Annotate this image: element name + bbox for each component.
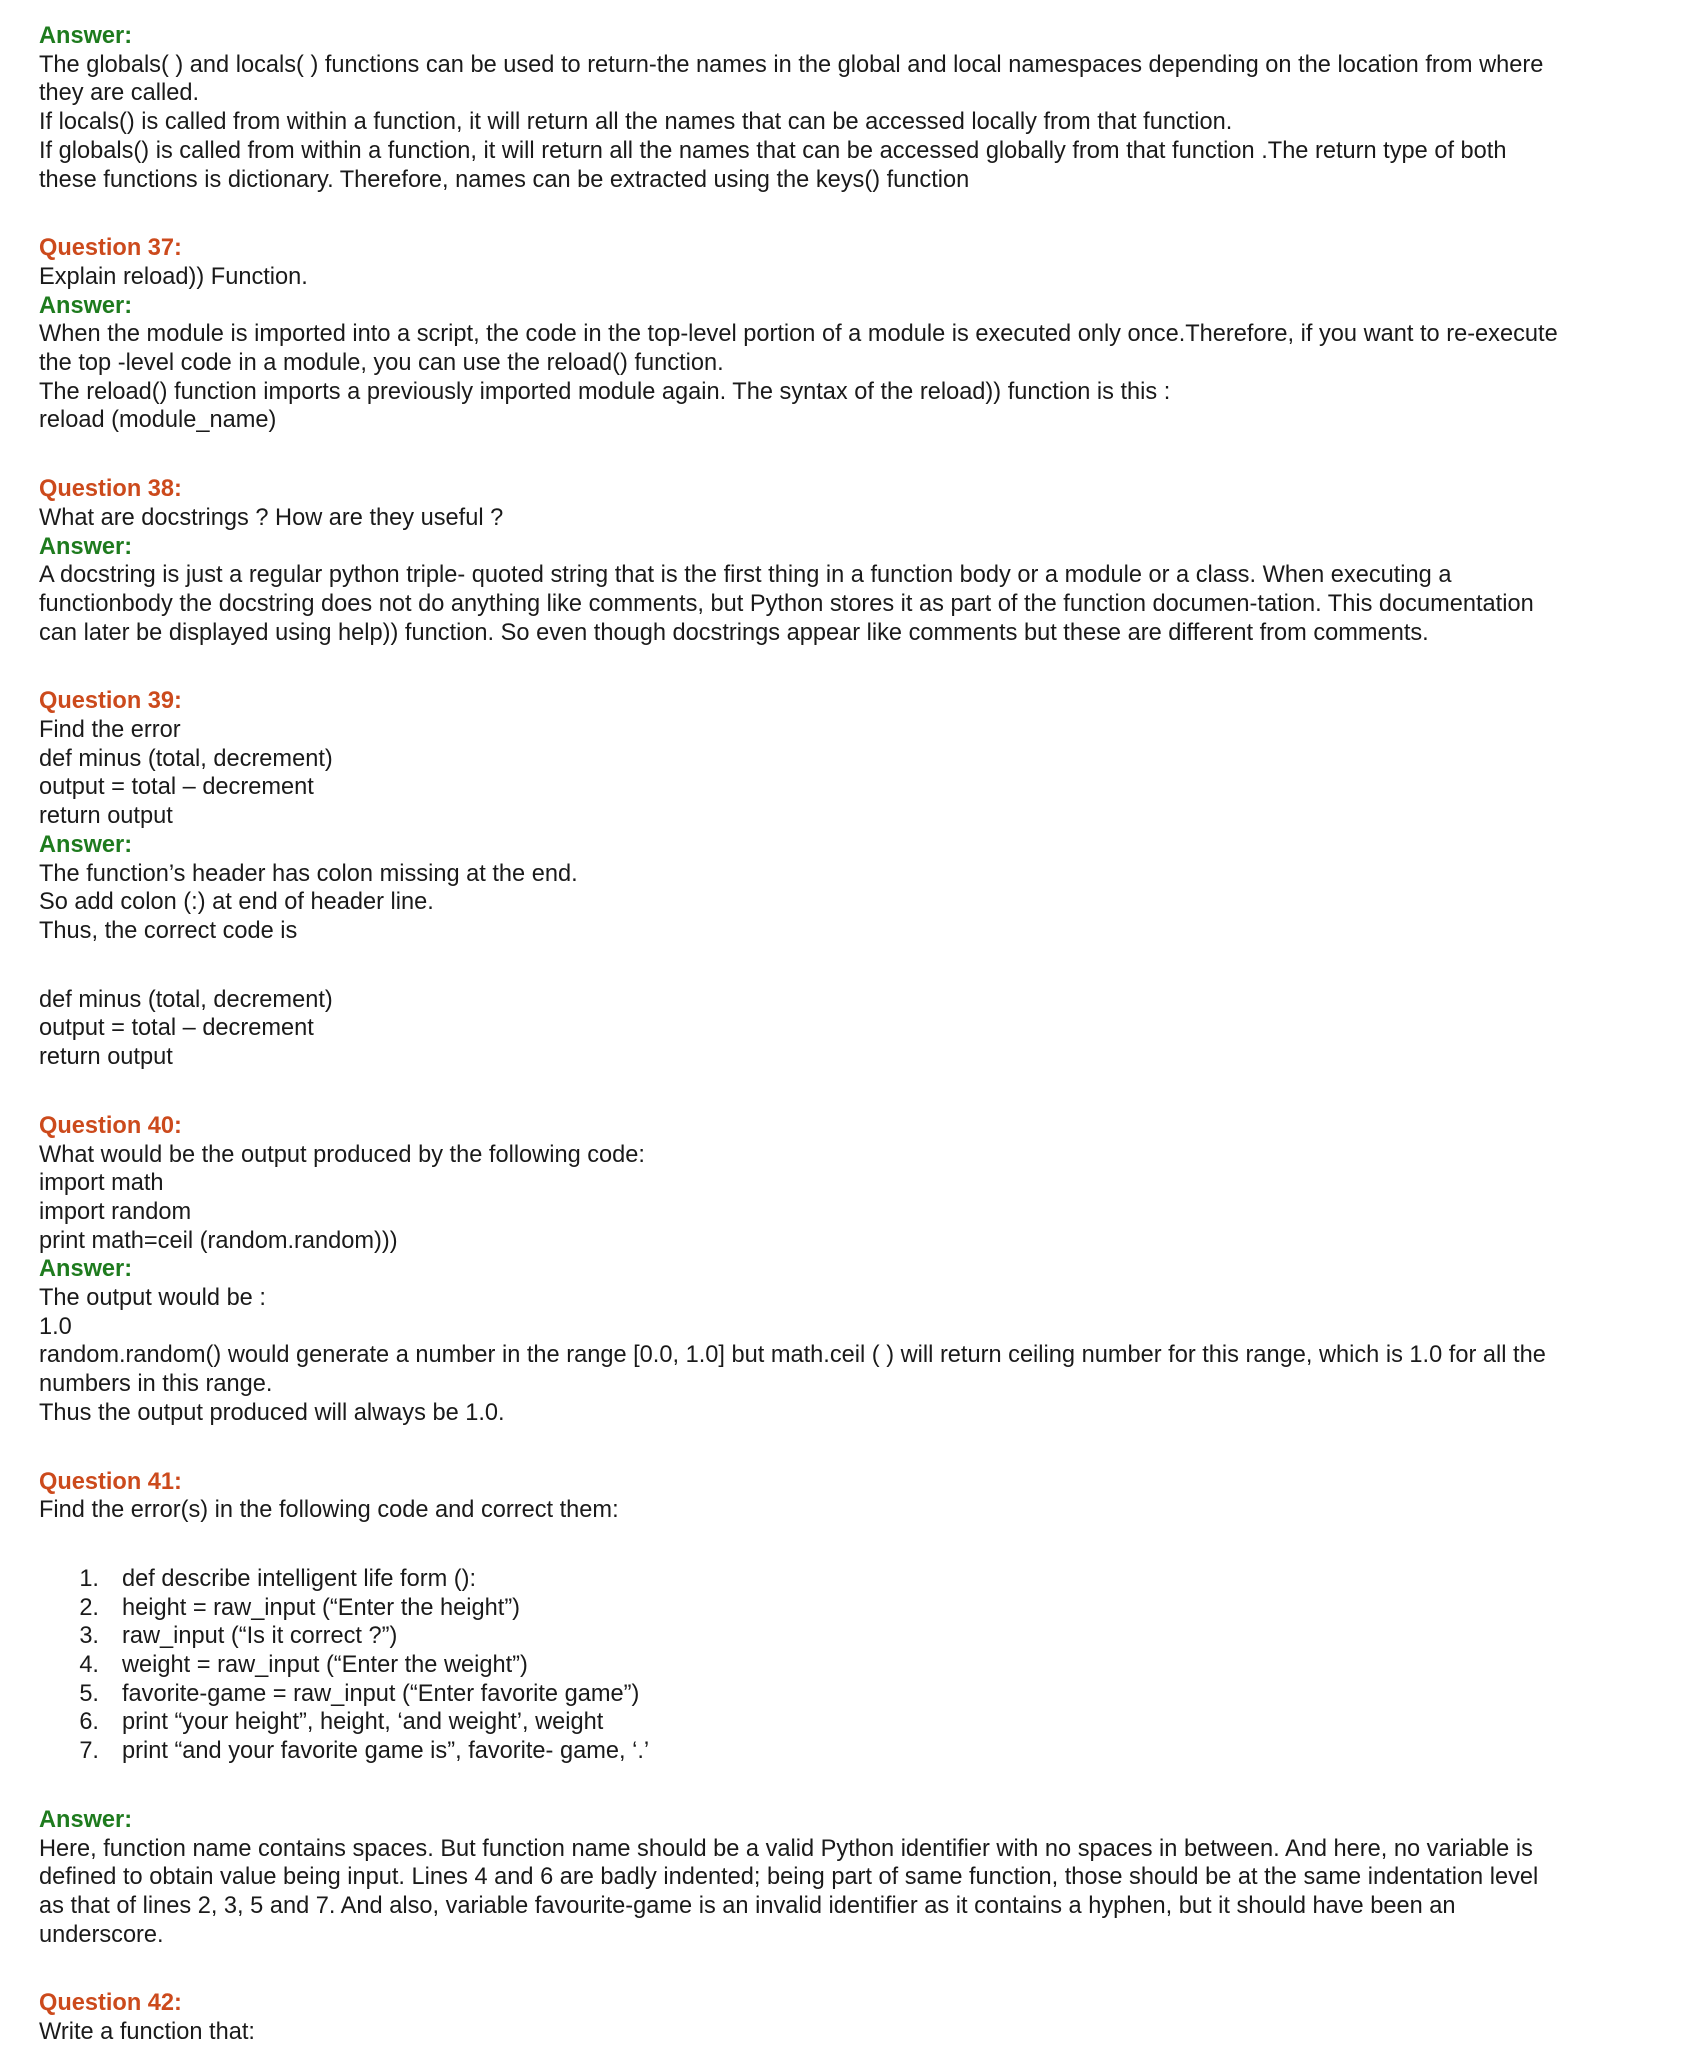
- code-line: def minus (total, decrement): [39, 986, 333, 1013]
- answer-line: random.random() would generate a number in the range [0.0, 1.0] but math.ceil ( ) will return ceiling number for this range, which is 1.0 for all the: [39, 1342, 1546, 1369]
- code-list-item: [39, 1737, 1664, 1766]
- answer-line: Here, function name contains spaces. But function name should be a valid Python identifier with no spaces in between. And here, no variable is: [39, 1835, 1533, 1862]
- line-number: 1.: [79, 1565, 99, 1592]
- spacer: [39, 435, 1664, 475]
- code-line: output = total – decrement: [39, 774, 314, 801]
- spacer: [39, 1525, 1664, 1565]
- answer-line: the top -level code in a module, you can use the reload() function.: [39, 350, 724, 377]
- answer-line: Thus the output produced will always be 1.0.: [39, 1399, 505, 1426]
- line-number: 2.: [79, 1594, 99, 1621]
- code-list-item: [39, 1708, 1664, 1737]
- answer-label: Answer:: [39, 533, 133, 560]
- question-label: Question 38:: [39, 476, 182, 503]
- answer-line: they are called.: [39, 80, 200, 107]
- answer-line: If globals() is called from within a function, it will return all the names that can be accessed globally from that function .The return type of both: [39, 137, 1507, 164]
- question-label: Question 37:: [39, 235, 182, 262]
- answer-line: The output would be :: [39, 1285, 266, 1312]
- question-41: [39, 1468, 1664, 1950]
- spacer: [39, 1428, 1664, 1468]
- code-list: [39, 1565, 1664, 1766]
- spacer: [39, 946, 1664, 986]
- question-label: Question 41:: [39, 1468, 182, 1495]
- question-text: What would be the output produced by the following code:: [39, 1141, 645, 1168]
- code-line: output = total – decrement: [39, 1015, 314, 1042]
- code-list-item: [39, 1680, 1664, 1709]
- question-label: Question 42:: [39, 1990, 182, 2017]
- line-number: 4.: [79, 1652, 99, 1679]
- answer-line: The globals( ) and locals( ) functions can be used to return-the names in the global and local namespaces depending on the location from where: [39, 51, 1544, 78]
- code-text: favorite-game = raw_input (“Enter favorite game”): [122, 1680, 640, 1707]
- answer-36: [39, 22, 1664, 194]
- question-text: Find the error: [39, 717, 181, 744]
- answer-line: numbers in this range.: [39, 1371, 273, 1398]
- answer-label: Answer:: [39, 23, 133, 49]
- line-number: 3.: [79, 1623, 99, 1650]
- code-text: raw_input (“Is it correct ?”): [122, 1623, 398, 1650]
- answer-line: A docstring is just a regular python triple- quoted string that is the first thing in a function body or a module or a class. When executing a: [39, 562, 1452, 589]
- code-line: import math: [39, 1170, 164, 1197]
- answer-label: Answer:: [39, 831, 133, 858]
- code-list-item: [39, 1594, 1664, 1623]
- answer-label: Answer:: [39, 1256, 133, 1283]
- question-text: Explain reload)) Function.: [39, 263, 308, 290]
- answer-line: 1.0: [39, 1313, 72, 1340]
- code-list-item: [39, 1565, 1664, 1594]
- line-number: 7.: [79, 1738, 99, 1765]
- code-text: height = raw_input (“Enter the height”): [122, 1594, 521, 1621]
- answer-line: When the module is imported into a script, the code in the top-level portion of a module is executed only once.Therefore, if you want to re-execute: [39, 321, 1558, 348]
- question-text: Find the error(s) in the following code and correct them:: [39, 1497, 619, 1524]
- question-42: [39, 1989, 1664, 2046]
- question-label: Question 40:: [39, 1112, 182, 1139]
- line-number: 6.: [79, 1709, 99, 1736]
- answer-line: So add colon (:) at end of header line.: [39, 889, 434, 916]
- code-text: def describe intelligent life form ():: [122, 1565, 477, 1592]
- answer-label: Answer:: [39, 292, 133, 319]
- spacer: [39, 194, 1664, 234]
- answer-line: reload (module_name): [39, 407, 277, 434]
- answer-line: can later be displayed using help)) function. So even though docstrings appear like comments but these are different from comments.: [39, 619, 1429, 646]
- answer-label: Answer:: [39, 1806, 133, 1833]
- question-text: What are docstrings ? How are they useful ?: [39, 504, 504, 531]
- code-line: def minus (total, decrement): [39, 745, 333, 772]
- answer-line: The function’s header has colon missing at the end.: [39, 860, 578, 887]
- code-line: print math=ceil (random.random))): [39, 1227, 398, 1254]
- spacer: [39, 1949, 1664, 1989]
- document-page: [39, 22, 1664, 2047]
- code-text: print “your height”, height, ‘and weight’, weight: [122, 1709, 604, 1736]
- code-list-item: [39, 1651, 1664, 1680]
- question-label: Question 39:: [39, 688, 182, 715]
- spacer: [39, 1072, 1664, 1112]
- code-text: weight = raw_input (“Enter the weight”): [122, 1652, 528, 1679]
- line-number: 5.: [79, 1680, 99, 1707]
- question-40: [39, 1112, 1664, 1428]
- code-line: return output: [39, 1044, 173, 1071]
- question-38: [39, 475, 1664, 647]
- spacer: [39, 647, 1664, 687]
- question-37: [39, 234, 1664, 435]
- code-line: import random: [39, 1198, 192, 1225]
- answer-line: functionbody the docstring does not do anything like comments, but Python stores it as part of the function documen-tation. This documentation: [39, 590, 1534, 617]
- code-text: print “and your favorite game is”, favorite- game, ‘.’: [122, 1738, 650, 1765]
- answer-line: If locals() is called from within a function, it will return all the names that can be accessed locally from that function.: [39, 109, 1233, 136]
- answer-line: underscore.: [39, 1921, 164, 1948]
- answer-line: as that of lines 2, 3, 5 and 7. And also, variable favourite-game is an invalid identifier as it contains a hyphen, but it should have been an: [39, 1892, 1456, 1919]
- answer-line: Thus, the correct code is: [39, 917, 298, 944]
- answer-line: these functions is dictionary. Therefore, names can be extracted using the keys() function: [39, 166, 970, 193]
- code-list-item: [39, 1622, 1664, 1651]
- answer-line: defined to obtain value being input. Lines 4 and 6 are badly indented; being part of same function, those should be at the same indentation level: [39, 1864, 1539, 1891]
- spacer: [39, 1766, 1664, 1806]
- question-text: Write a function that:: [39, 2019, 255, 2046]
- code-line: return output: [39, 803, 173, 830]
- question-39: [39, 687, 1664, 1071]
- answer-line: The reload() function imports a previously imported module again. The syntax of the reload)) function is this :: [39, 378, 1171, 405]
